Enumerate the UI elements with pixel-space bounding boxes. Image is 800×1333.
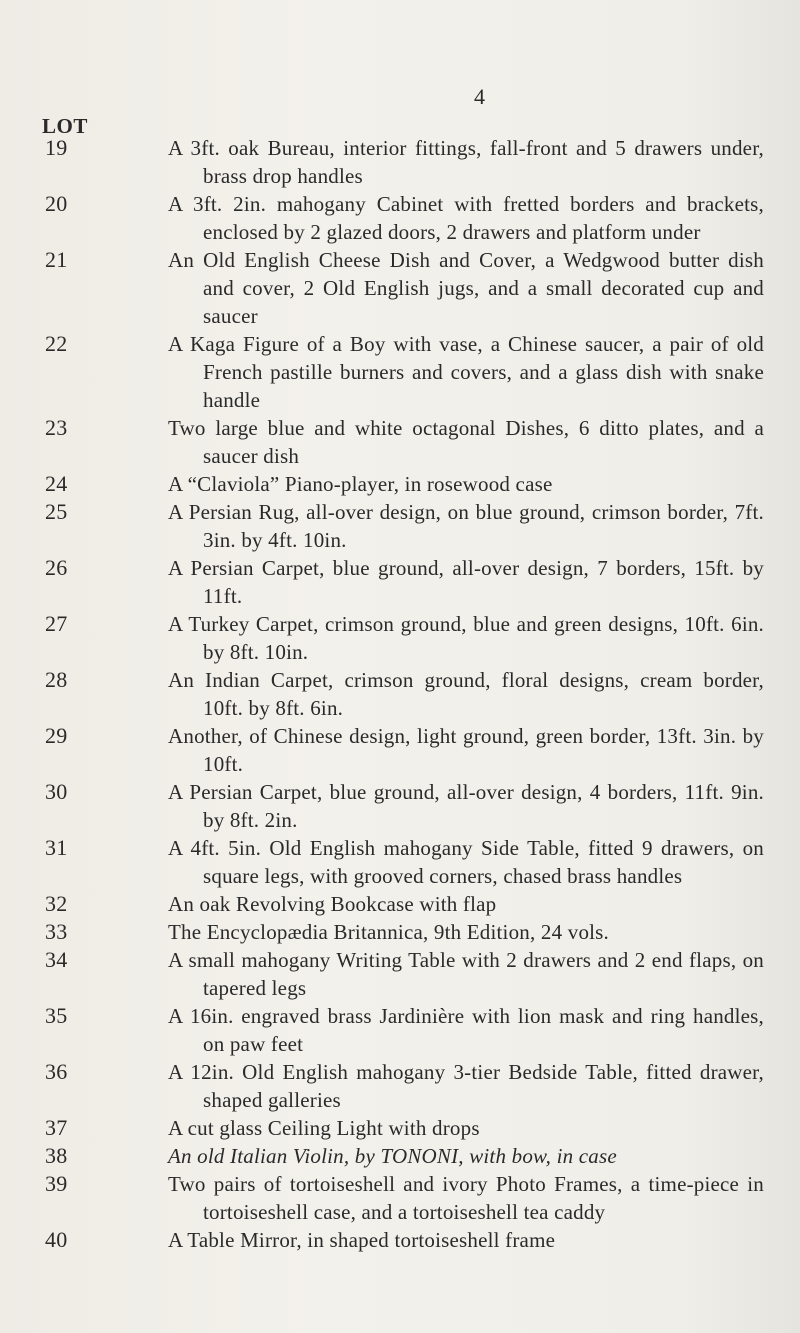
lot-number: 37	[45, 1115, 68, 1140]
lot-description: Two large blue and white octagonal Dishes, 6 ditto plates, and a saucer dish	[168, 416, 764, 468]
lot-entry	[0, 1114, 800, 1142]
lot-entry	[0, 946, 800, 1002]
lot-entry	[0, 330, 800, 414]
lot-entry	[0, 246, 800, 330]
lot-description: A 3ft. oak Bureau, interior fittings, fall-front and 5 drawers under, brass drop handles	[168, 136, 764, 188]
lot-number: 31	[45, 835, 68, 860]
lot-number: 33	[45, 919, 68, 944]
lot-number: 28	[45, 667, 68, 692]
lot-description: A 12in. Old English mahogany 3-tier Bedside Table, fitted drawer, shaped galleries	[168, 1060, 764, 1112]
lot-entry	[0, 666, 800, 722]
lot-description: An Old English Cheese Dish and Cover, a Wedgwood butter dish and cover, 2 Old English jugs, and a small decorated cup and saucer	[168, 248, 764, 328]
lot-entry	[0, 1226, 800, 1254]
lot-number: 26	[45, 555, 68, 580]
lot-description: A Table Mirror, in shaped tortoiseshell frame	[168, 1228, 556, 1252]
lot-description: A Kaga Figure of a Boy with vase, a Chinese saucer, a pair of old French pastille burners and covers, and a glass dish with snake handle	[168, 332, 764, 412]
lot-description: An old Italian Violin, by TONONI, with bow, in case	[168, 1144, 617, 1168]
lot-entry	[0, 190, 800, 246]
lot-description: The Encyclopædia Britannica, 9th Edition, 24 vols.	[168, 920, 610, 944]
lot-description: A 3ft. 2in. mahogany Cabinet with fretted borders and brackets, enclosed by 2 glazed doors, 2 drawers and platform under	[168, 192, 764, 244]
lot-number: 34	[45, 947, 68, 972]
lot-number: 19	[45, 135, 68, 160]
lot-entry	[0, 918, 800, 946]
lot-number: 20	[45, 191, 68, 216]
lot-entry	[0, 1058, 800, 1114]
lot-entry	[0, 1170, 800, 1226]
page-number: 4	[474, 84, 485, 109]
lot-number: 25	[45, 499, 68, 524]
lot-number: 21	[45, 247, 68, 272]
lot-entry	[0, 778, 800, 834]
lot-entry	[0, 1142, 800, 1170]
lot-entry	[0, 834, 800, 890]
lot-description: An oak Revolving Bookcase with flap	[168, 892, 497, 916]
lot-description: A 16in. engraved brass Jardinière with lion mask and ring handles, on paw feet	[168, 1004, 764, 1056]
lot-entry	[0, 890, 800, 918]
lot-entry	[0, 1002, 800, 1058]
lot-number: 40	[45, 1227, 68, 1252]
lot-number: 39	[45, 1171, 68, 1196]
lot-description: A cut glass Ceiling Light with drops	[168, 1116, 480, 1140]
lot-number: 24	[45, 471, 68, 496]
lot-number: 29	[45, 723, 68, 748]
lot-entry	[0, 554, 800, 610]
lot-number: 23	[45, 415, 68, 440]
lot-description: A Persian Carpet, blue ground, all-over design, 7 borders, 15ft. by 11ft.	[168, 556, 764, 608]
lot-description: A 4ft. 5in. Old English mahogany Side Table, fitted 9 drawers, on square legs, with grooved corners, chased brass handles	[168, 836, 764, 888]
lot-number: 38	[45, 1143, 68, 1168]
lot-number: 35	[45, 1003, 68, 1028]
lot-description: A small mahogany Writing Table with 2 drawers and 2 end flaps, on tapered legs	[168, 948, 764, 1000]
lot-description: An Indian Carpet, crimson ground, floral designs, cream border, 10ft. by 8ft. 6in.	[168, 668, 764, 720]
lot-entry	[0, 414, 800, 470]
lot-entry	[0, 610, 800, 666]
lot-entry	[0, 722, 800, 778]
lot-entry	[0, 498, 800, 554]
lot-description: A Persian Rug, all-over design, on blue ground, crimson border, 7ft. 3in. by 4ft. 10in.	[168, 500, 764, 552]
lot-number: 27	[45, 611, 68, 636]
lot-description: Another, of Chinese design, light ground, green border, 13ft. 3in. by 10ft.	[168, 724, 764, 776]
lot-list	[0, 134, 800, 1254]
lot-number: 36	[45, 1059, 68, 1084]
lot-entry	[0, 470, 800, 498]
lot-column-header: LOT	[42, 114, 88, 138]
lot-entry	[0, 134, 800, 190]
lot-description: A Turkey Carpet, crimson ground, blue and green designs, 10ft. 6in. by 8ft. 10in.	[168, 612, 764, 664]
lot-number: 30	[45, 779, 68, 804]
lot-number: 32	[45, 891, 68, 916]
lot-number: 22	[45, 331, 68, 356]
lot-description: Two pairs of tortoiseshell and ivory Photo Frames, a time-piece in tortoiseshell case, and a tortoiseshell tea caddy	[168, 1172, 764, 1224]
lot-description: A “Claviola” Piano-player, in rosewood case	[168, 472, 553, 496]
lot-description: A Persian Carpet, blue ground, all-over design, 4 borders, 11ft. 9in. by 8ft. 2in.	[168, 780, 764, 832]
